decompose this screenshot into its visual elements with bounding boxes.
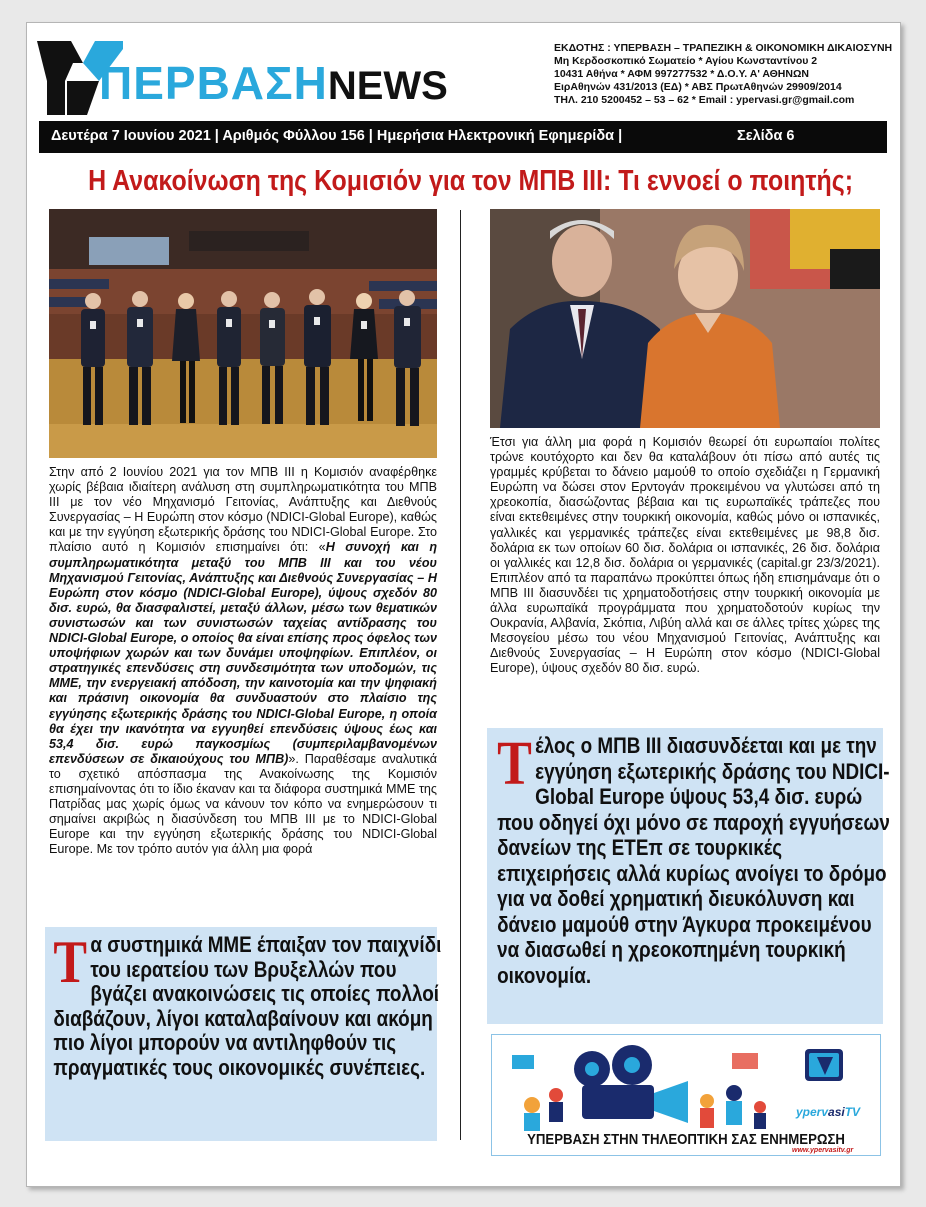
ypervasi-tv-logo-icon — [805, 1049, 843, 1081]
masthead-logo — [37, 41, 497, 115]
column-divider — [460, 210, 461, 1140]
logo-word: ΠΕΡΒΑΣΗ — [99, 57, 328, 109]
ypervasi-tv-brand: ypervasiTV — [796, 1105, 861, 1119]
right-pull-quote-text: έλος ο ΜΠΒ ΙΙΙ διασυνδέεται και με την εγγύηση εξωτερικής δράσης του NDICI-Global Europe ύψους 53,4 δισ. ευρώ που οδηγεί όχι μόνο σε παροχή εγγυήσεων δανείων της ΕΤΕπ σε τουρκικές επιχειρήσεις αλλά κυρίως ανοίγει το δρόμο για να δοθεί χρηματική διευκόλυνση και δάνειο μαμούθ στην Άγκυρα προκειμένου να διασωθεί η χρεοκοπημένη τουρκική οικονομία. — [497, 733, 890, 988]
tv-banner-caption: ΥΠΕΡΒΑΣΗ ΣΤΗΝ ΤΗΛΕΟΠΤΙΚΗ ΣΑΣ ΕΝΗΜΕΡΩΣΗ — [527, 1131, 845, 1148]
issue-info-bar — [39, 121, 887, 153]
publisher-line: ΕΚΔΟΤΗΣ : ΥΠΕΡΒΑΣΗ – ΤΡΑΠΕΖΙΚΗ & ΟΙΚΟΝΟΜΙΚΗ ΔΙΚΑΙΟΣΥΝΗ — [554, 42, 893, 54]
publisher-info — [554, 42, 894, 107]
left-pull-quote-text: α συστημικά ΜΜΕ έπαιξαν τον παιχνίδι του ιερατείου των Βρυξελλών που βγάζει ανακοινώσεις τις οποίες πολλοί διαβάζουν, λίγοι καταλαβαίνουν και ακόμη πιο λίγοι μπορούν να αντιληφθούν τις πραγματικές τους οικονομικές συνέπειες. — [53, 932, 442, 1080]
right-paragraph: Έτσι για άλλη μια φορά η Κομισιόν θεωρεί ότι ευρωπαίοι πολίτες τρώνε κουτόχορτο και δεν θα καταλάβουν ότι πίσω από αυτές τις γραμμές κρύβεται το δάνειο μαμούθ το οποίο σχεδιάζει η Γερμανική Ευρώπη να δώσει στον Ερντογάν προκειμένου να γλυτώσει από τη χρεοκοπία, διασώζοντας βέβαια και τις ευρωπαϊκές τράπεζες που είναι εκτεθειμένες στην τουρκική οικονομία, καθώς μόνο οι ισπανικές, γαλλικές και γερμανικές τράπεζες είναι εκτεθειμένες με 98,8 δισ. δολάρια εκ των οποίων 60 δισ. δολάρια οι ισπανικές, 26 δισ. δολάρια οι γαλλικές και 12,8 δισ. δολάρια οι γερμανικές (capital.gr 23/3/2021). Επιπλέον από τα παραπάνω προκύπτει όπως ήδη επισημάναμε ότι ο ΜΠΒ ΙΙΙ διασυνδέει τις χρηματοδοτήσεις στην τουρκική οικονομία με άλλα ευρωπαϊκά προγράμματα που χρηματοδοτούν κυρίως την Ουκρανία, Αλβανία, Σκόπια, Λιβύη αλλά και σε άλλες τρίτες χώρες της Μεσογείου μέσω του νέου Μηχανισμού Γειτονίας, Ανάπτυξης και Διεθνούς Συνεργασίας – Η Ευρώπη στον κόσμο (NDICI-Global Europe), ύψους σχεδόν 80 δισ. ευρώ. — [490, 435, 880, 676]
logo-news: NEWS — [327, 64, 448, 108]
publisher-line: Μη Κερδοσκοπικό Σωματείο * Αγίου Κωνσταντίνου 2 — [554, 55, 818, 67]
tv-banner-url[interactable]: www.ypervasitv.gr — [792, 1147, 854, 1154]
logo-wordmark — [99, 53, 448, 113]
article-headline: Η Ανακοίνωση της Κομισιόν για τον ΜΠΒ ΙΙΙ: Τι εννοεί ο ποιητής; — [88, 165, 853, 197]
issue-date-number: Δευτέρα 7 Ιουνίου 2021 | Αριθμός Φύλλου 156 | Ημερήσια Ηλεκτρονική Εφημερίδα | — [51, 128, 623, 144]
left-column-text — [49, 465, 437, 857]
drop-cap: Τ — [53, 929, 88, 995]
left-quoted-excerpt: Η συνοχή και η συμπληρωματικότητα μεταξύ του ΜΠΒ ΙΙΙ και του νέου Μηχανισμού Γειτονίας, Ανάπτυξης και Διεθνούς Συνεργασίας – Η Ευρώπη στον κόσμο (NDICI-Global Europe), ύψους σχεδόν 80 δισ. ευρώ, θα διασφαλιστεί, μεταξύ άλλων, μέσω των θεματικών συνιστωσών και των συνιστωσών ταχείας αντίδρασης του NDICI-Global Europe, ο οποίος θα είναι επίσης προς όφελος των υποψήφιων χωρών και των δυνάμει υποψηφίων. Επιπλέον, οι στρατηγικές επενδύσεις στη συνδεσιμότητα των υποδομών, τις ΜΜΕ, την ενεργειακή απόδοση, την καινοτομία και την ψηφιακή και πράσινη οικονομία θα συνδυαστούν στο πλαίσιο της εγγύησης εξωτερικής δράσης του NDICI-Global Europe, η οποία θα έχει την ικανότητα να εγγυηθεί επενδύσεις ύψους έως και 53,4 δισ. ευρώ παγκοσμίως (συμπεριλαμβανομένων επενδύσεων σε δικαιούχους του ΜΠΒ) — [49, 540, 438, 766]
ypervasi-tv-banner[interactable] — [491, 1034, 881, 1156]
left-pull-quote — [45, 927, 442, 1141]
left-paragraph-continued: ». Παραθέσαμε αναλυτικά το σχετικό απόσπασμα της Ανακοίνωσης της Κομισιόν επισημαίνοντας ότι το ίδιο έκαναν και τα διάφορα συστημικά ΜΜΕ της Πατρίδας μας χωρίς όμως να κάνουν τον κόπο να ενημερώσουν τι σημαίνει ακριβώς η διασύνδεση του ΜΠΒ ΙΙΙ με το NDICI-Global Europe και την εγγύηση εξωτερικής δράσης του NDICI-Global Europe. Με τον τρόπο αυτόν για άλλη μια φορά — [49, 751, 437, 857]
right-column-text — [490, 435, 880, 677]
right-pull-quote — [487, 728, 890, 1024]
drop-cap: Τ — [497, 730, 532, 798]
officials-photo — [49, 209, 437, 458]
publisher-line: 10431 Αθήνα * ΑΦΜ 997277532 * Δ.Ο.Υ. Α' ΑΘΗΝΩΝ — [554, 68, 809, 80]
left-paragraph-intro: Στην από 2 Ιουνίου 2021 για τον ΜΠΒ ΙΙΙ η Κομισιόν αναφέρθηκε χωρίς βέβαια ιδιαίτερη ανάλυση στη συμπληρωματικότητα του ΜΠΒ ΙΙΙ με τον νέο Μηχανισμό Γειτονίας, Ανάπτυξης και Διεθνούς Συνεργασίας – Η Ευρώπη στον κόσμο (NDICI-Global Europe), καθώς και με την εγγύηση εξωτερικής δράσης του NDICI-Global Europe. Στο πλαίσιο αυτό η Κομισιόν επισημαίνει ότι: « — [49, 465, 437, 555]
publisher-line: ΕιρΑθηνών 431/2013 (ΕΔ) * ΑΒΣ ΠρωτΑθηνών 29909/2014 — [554, 81, 842, 93]
publisher-line: ΤΗΛ. 210 5200452 – 53 – 62 * Email : ypervasi.gr@gmail.com — [554, 94, 855, 106]
newspaper-page — [26, 22, 901, 1187]
page-number: Σελίδα 6 — [737, 128, 795, 144]
leaders-photo — [490, 209, 880, 428]
